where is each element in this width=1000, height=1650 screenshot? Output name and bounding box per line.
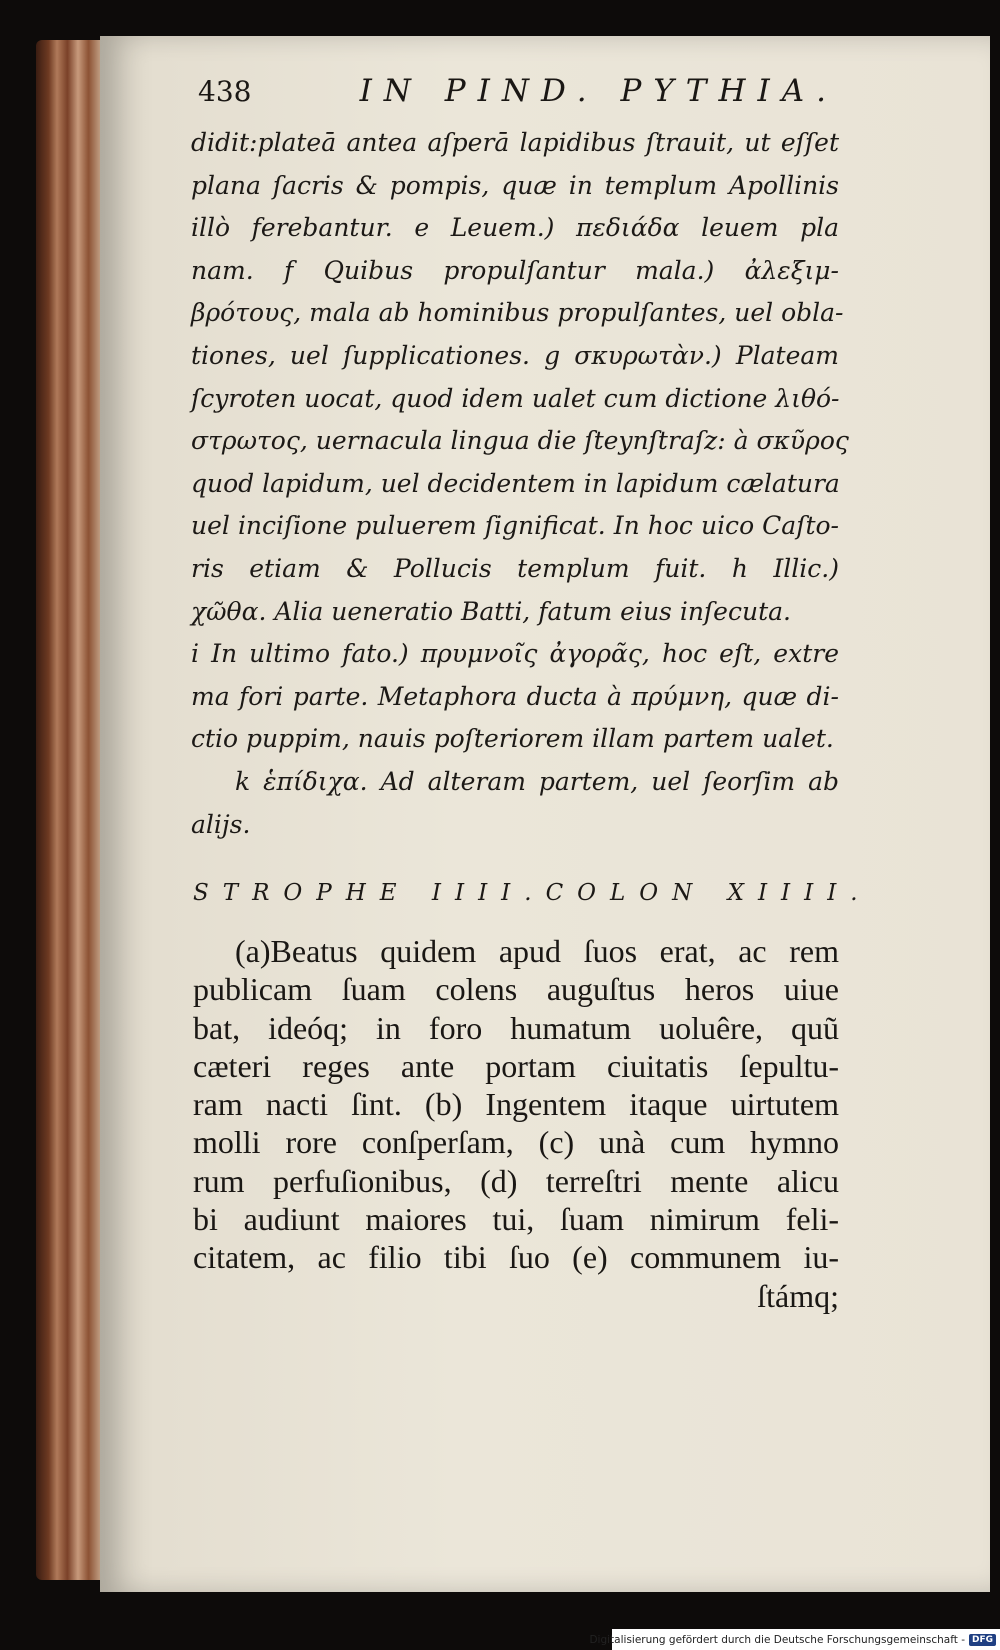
translation-line: cæteri reges ante portam ciuitatis ſepultu-	[193, 1047, 839, 1084]
translation-line: (a)Beatus quidem apud ſuos erat, ac rem	[235, 933, 839, 969]
page-number: 438	[198, 75, 252, 108]
commentary-line: tiones, uel ſupplicationes. g σκυρωτὰν.) Plateam	[191, 340, 839, 370]
translation-line: bi audiunt maiores tui, ſuam nimirum feli-	[193, 1201, 839, 1238]
translation-line: ram nacti ſint. (b) Ingentem itaque uirtutem	[193, 1086, 839, 1123]
commentary-line: illò ferebantur. e Leuem.) πεδιάδα leuem pla	[191, 213, 839, 243]
commentary-line: plana ſacris & pompis, quæ in templum Apollinis	[191, 170, 839, 200]
catchword: ſtámq;	[757, 1277, 839, 1314]
commentary-line: στρωτος, uernacula lingua die ſteynſtraſz: à σκῦρος	[191, 426, 849, 456]
commentary-line: didit:plateā antea aſperā lapidibus ſtrauit, ut eſſet	[191, 128, 839, 157]
book-fore-edge	[36, 40, 106, 1580]
commentary-line: k ἑπίδιχα. Ad alteram partem, uel ſeorſim ab	[235, 766, 839, 796]
commentary-line: χῶθα. Alia ueneratio Batti, fatum eius inſecuta.	[191, 596, 791, 626]
translation-line: publicam ſuam colens auguſtus heros uiue	[193, 971, 839, 1008]
commentary-line: βρότους, mala ab hominibus propulſantes, uel obla-	[191, 298, 844, 328]
translation-line: rum perfuſionibus, (d) terreſtri mente alicu	[193, 1162, 839, 1199]
commentary-line: alijs.	[191, 809, 251, 839]
translation-text	[193, 932, 839, 1315]
section-title-strophe: STROPHE IIII.	[193, 880, 546, 906]
translation-line: citatem, ac filio tibi ſuo (e) communem iu-	[193, 1239, 839, 1276]
commentary-line: ris etiam & Pollucis templum fuit. h Illic.)	[191, 553, 839, 583]
page-header	[198, 73, 838, 109]
section-title	[193, 880, 872, 906]
commentary-line: nam. f Quibus propulſantur mala.) ἀλεξιμ-	[191, 255, 839, 285]
running-title: IN PIND. PYTHIA.	[359, 73, 838, 109]
commentary-line: uel inciſione puluerem ſignificat. In hoc uico Caſto-	[191, 511, 839, 541]
commentary-line: ma fori parte. Metaphora ducta à πρύμνη, quæ di-	[191, 681, 839, 711]
commentary-line: quod lapidum, uel decidentem in lapidum cælatura	[191, 468, 840, 498]
commentary-line: i In ultimo fato.) πρυμνοῖς ἀγορᾶς, hoc eſt, extre	[191, 639, 839, 669]
commentary-notes	[191, 122, 849, 846]
translation-line: molli rore conſperſam, (c) unà cum hymno	[193, 1124, 839, 1161]
footer-text: Digitalisierung gefördert durch die Deutsche Forschungsgemeinschaft -	[589, 1633, 965, 1646]
digitization-footer	[589, 1629, 1000, 1650]
translation-line: bat, ideóq; in foro humatum uoluêre, quũ	[193, 1009, 839, 1046]
commentary-line: ctio puppim, nauis poſteriorem illam partem ualet.	[191, 724, 834, 754]
commentary-line: ſcyroten uocat, quod idem ualet cum dictione λιθό-	[191, 383, 840, 413]
dfg-logo: DFG	[969, 1634, 996, 1646]
section-title-colon: COLON XIIII.	[545, 880, 872, 906]
